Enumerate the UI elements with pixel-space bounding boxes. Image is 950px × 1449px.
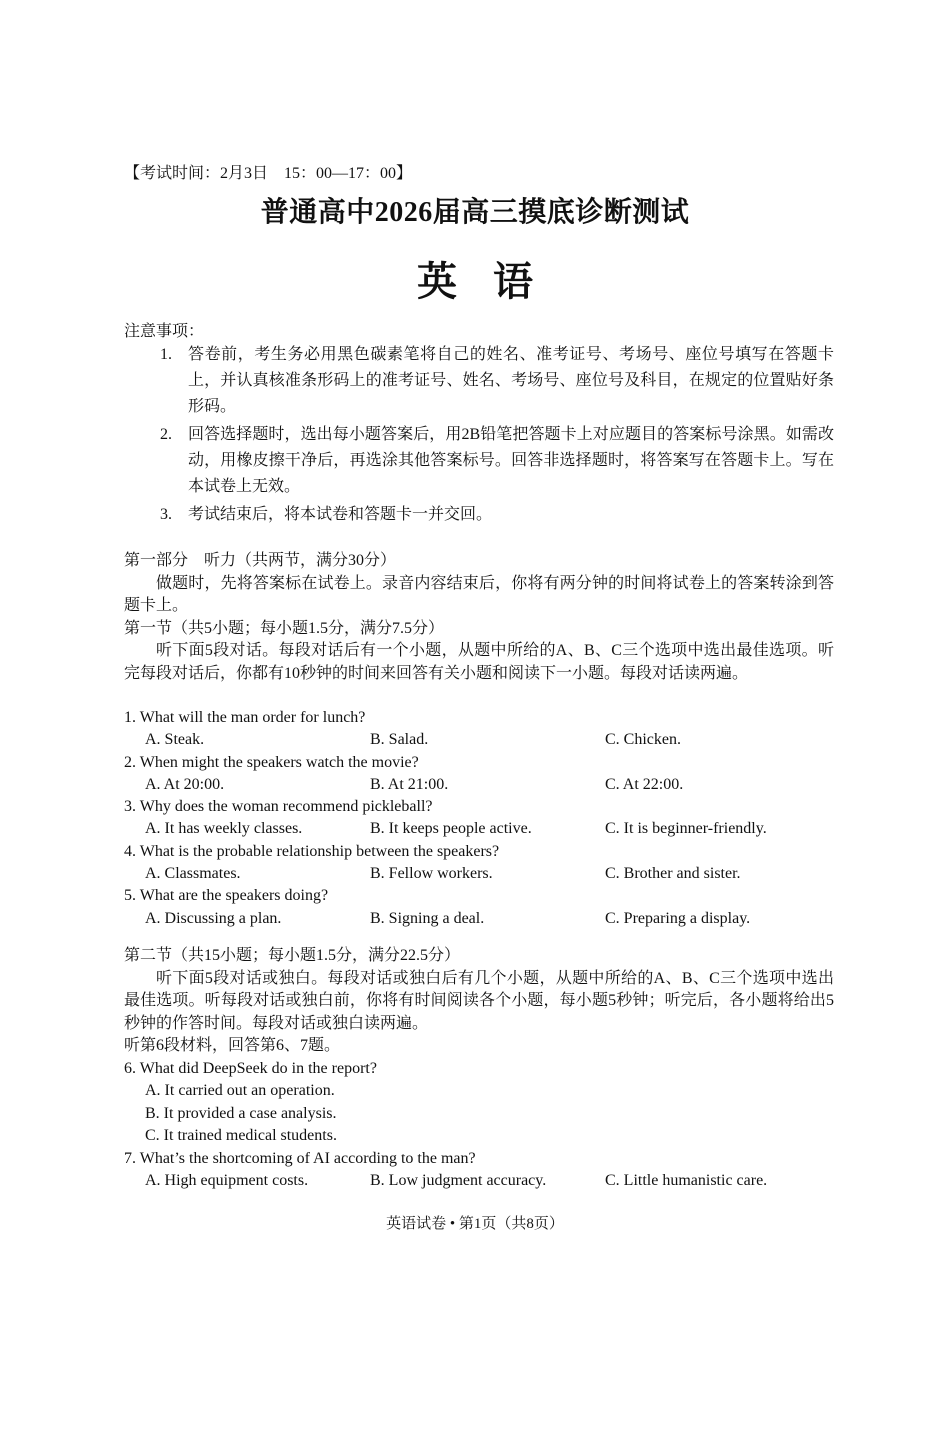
notice-item	[124, 422, 834, 500]
option-a: A. Discussing a plan.	[145, 909, 282, 927]
option-b: B. Fellow workers.	[370, 865, 493, 883]
section1-questions	[124, 707, 834, 930]
question-text: 6. What did DeepSeek do in the report?	[124, 1060, 377, 1077]
option-a: A. Classmates.	[145, 865, 241, 883]
option-a: A. It has weekly classes.	[145, 820, 303, 838]
notice-item	[124, 502, 834, 528]
option-row	[124, 818, 834, 840]
section2-heading: 第二节（共15小题；每小题1.5分，满分22.5分）	[124, 947, 461, 964]
question	[124, 841, 834, 886]
notice-item-number: 3.	[160, 506, 172, 523]
page-footer: 英语试卷 • 第1页（共8页）	[386, 1216, 564, 1232]
option-c: C. At 22:00.	[605, 775, 684, 793]
question-text: 4. What is the probable relationship between the speakers?	[124, 842, 500, 860]
section2-block	[124, 945, 834, 1058]
section2-intro: 听下面5段对话或独白。每段对话或独白后有几个小题，从题中所给的A、B、C三个选项中选出最佳选项。听每段对话或独白前，你将有时间阅读各个小题，每小题5秒钟；听完后，各小题将给出5秒钟的作答时间。每段对话或独白读两遍。	[124, 969, 834, 1032]
question	[124, 1148, 834, 1193]
option-row	[124, 774, 834, 796]
question	[124, 885, 834, 930]
option-row	[124, 908, 834, 930]
question	[124, 796, 834, 841]
question-text: 1. What will the man order for lunch?	[124, 709, 366, 726]
option-c: C. Chicken.	[605, 731, 681, 749]
notice-item-number: 1.	[160, 346, 172, 363]
option-b: B. Signing a deal.	[370, 909, 485, 927]
exam-time: 【考试时间：2月3日 15：00—17：00】	[124, 165, 413, 182]
option-c: C. Little humanistic care.	[605, 1172, 768, 1190]
notice-item	[124, 342, 834, 420]
question-text: 3. Why does the woman recommend pickleball?	[124, 798, 433, 816]
question-text: 7. What’s the shortcoming of AI according to the man?	[124, 1149, 476, 1167]
option-b: B. Salad.	[370, 731, 429, 749]
section2-questions	[124, 1058, 834, 1192]
option-b: B. It provided a case analysis.	[145, 1104, 337, 1122]
option-row	[124, 863, 834, 885]
option-c: C. Brother and sister.	[605, 865, 741, 883]
option-b: B. Low judgment accuracy.	[370, 1172, 547, 1190]
option-c: C. It is beginner-friendly.	[605, 820, 767, 838]
section1-intro: 听下面5段对话。每段对话后有一个小题，从题中所给的A、B、C三个选项中选出最佳选项。听完每段对话后，你都有10秒钟的时间来回答有关小题和阅读下一小题。每段对话读两遍。	[124, 642, 834, 682]
section1-heading: 第一节（共5小题；每小题1.5分，满分7.5分）	[124, 619, 445, 637]
question	[124, 752, 834, 797]
notice-heading: 注意事项：	[124, 323, 205, 340]
notice-item-text: 答卷前，考生务必用黑色碳素笔将自己的姓名、准考证号、考场号、座位号填写在答题卡上，并认真核准条形码上的准考证号、姓名、考场号、座位号及科目，在规定的位置贴好条形码。	[188, 346, 834, 415]
option-row	[124, 1170, 834, 1192]
option-a: A. At 20:00.	[145, 775, 225, 793]
subject-title: 英语	[417, 259, 569, 304]
option-a: A. High equipment costs.	[145, 1172, 309, 1190]
material6-instruction: 听第6段材料，回答第6、7题。	[124, 1037, 341, 1054]
option-c: C. Preparing a display.	[605, 909, 751, 927]
part1-heading: 第一部分 听力（共两节，满分30分）	[124, 552, 397, 569]
exam-title: 普通高中2026届高三摸底诊断测试	[260, 197, 690, 228]
option-a: A. It carried out an operation.	[145, 1082, 335, 1100]
notice-item-number: 2.	[160, 426, 172, 443]
notice-item-text: 考试结束后，将本试卷和答题卡一并交回。	[188, 506, 493, 523]
option-row	[124, 729, 834, 751]
option-c: C. It trained medical students.	[145, 1127, 337, 1145]
notice-item-text: 回答选择题时，选出每小题答案后，用2B铅笔把答题卡上对应题目的答案标号涂黑。如需改动，用橡皮擦干净后，再选涂其他答案标号。回答非选择题时，将答案写在答题卡上。写在本试卷上无效。	[188, 426, 834, 495]
option-b: B. At 21:00.	[370, 775, 449, 793]
part1-block	[124, 550, 834, 685]
question-text: 5. What are the speakers doing?	[124, 887, 329, 905]
part1-intro: 做题时，先将答案标在试卷上。录音内容结束后，你将有两分钟的时间将试卷上的答案转涂到答题卡上。	[124, 574, 834, 614]
notice-list	[124, 342, 834, 530]
question	[124, 1058, 834, 1148]
question	[124, 707, 834, 752]
option-a: A. Steak.	[145, 731, 205, 749]
option-b: B. It keeps people active.	[370, 820, 532, 838]
question-text: 2. When might the speakers watch the movie?	[124, 753, 419, 771]
